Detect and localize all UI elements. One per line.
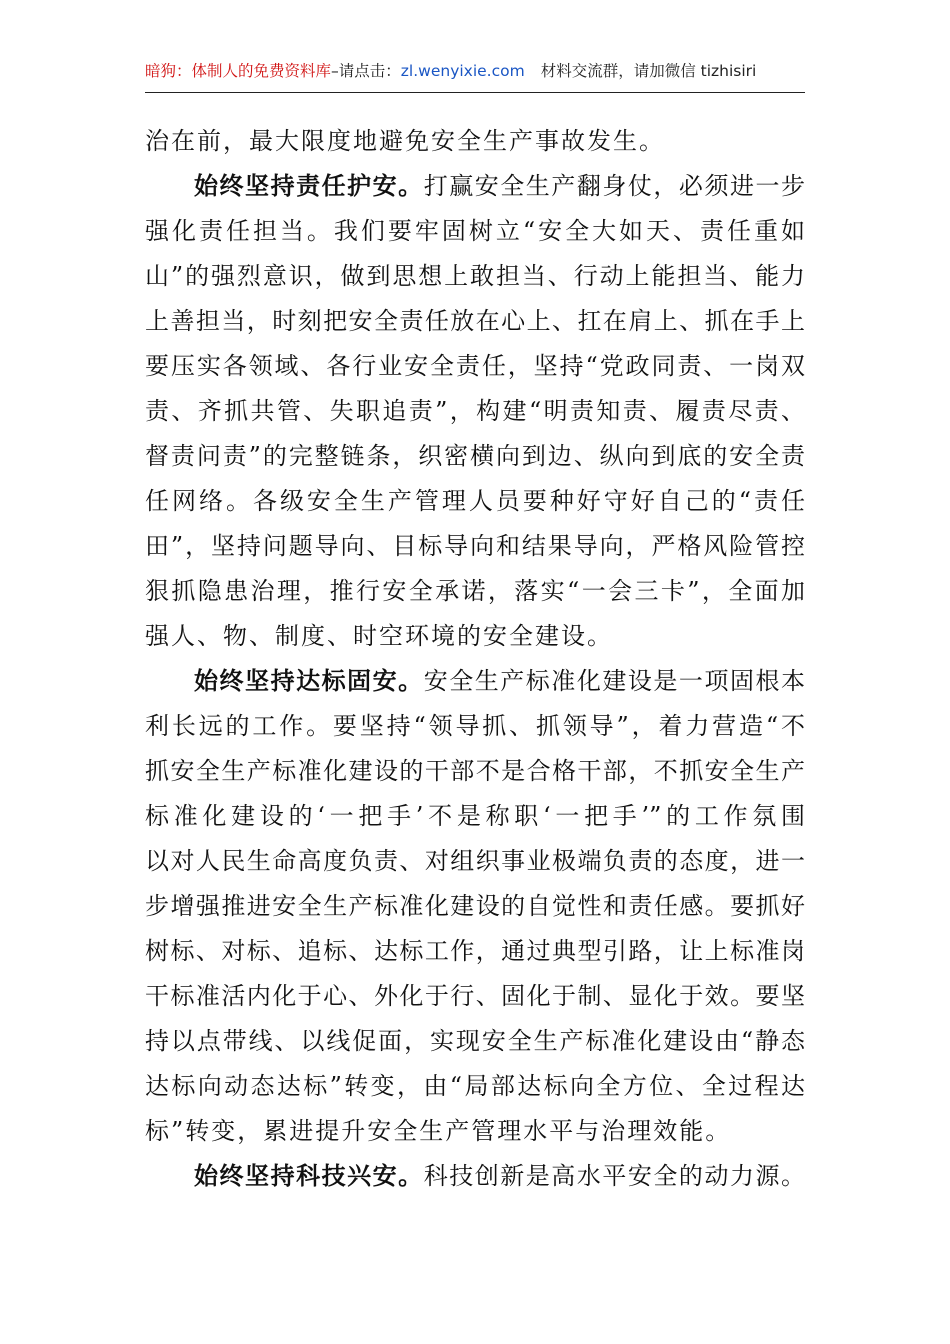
text-line: 步增强推进安全生产标准化建设的自觉性和责任感。要抓好	[145, 892, 805, 920]
text-line-rest: 安全生产标准化建设是一项固根本	[423, 667, 806, 695]
text-line	[145, 164, 805, 209]
text-line: 强人、物、制度、时空环境的安全建设。	[145, 622, 613, 650]
text-line: 治在前，最大限度地避免安全生产事故发生。	[145, 127, 665, 155]
text-line: 标准化建设的‘一把手’不是称职‘一把手’”的工作氛围	[145, 802, 805, 830]
text-line-rest: 科技创新是高水平安全的动力源。	[423, 1162, 806, 1190]
text-line	[145, 659, 805, 704]
text-line: 利长远的工作。要坚持“领导抓、抓领导”，着力营造“不	[145, 712, 805, 740]
text-line: 标”转变，累进提升安全生产管理水平与治理效能。	[145, 1117, 732, 1145]
text-line: 抓安全生产标准化建设的干部不是合格干部，不抓安全生产	[145, 757, 805, 785]
text-line: 强化责任担当。我们要牢固树立“安全大如天、责任重如	[145, 217, 805, 245]
text-line: 任网络。各级安全生产管理人员要种好守好自己的“责任	[145, 487, 805, 515]
paragraph-heading: 始终坚持达标固安。	[194, 667, 424, 695]
text-line: 达标向动态达标”转变，由“局部达标向全方位、全过程达	[145, 1072, 805, 1100]
text-line: 以对人民生命高度负责、对组织事业极端负责的态度，进一	[145, 847, 805, 875]
text-line: 持以点带线、以线促面，实现安全生产标准化建设由“静态	[145, 1027, 805, 1055]
header-link[interactable]: zl.wenyixie.com	[400, 62, 525, 80]
text-line: 山”的强烈意识，做到思想上敢担当、行动上能担当、能力	[145, 262, 805, 290]
header-prompt: –请点击：	[331, 62, 401, 80]
paragraph-heading: 始终坚持科技兴安。	[194, 1162, 424, 1190]
paragraph-heading: 始终坚持责任护安。	[194, 172, 424, 200]
text-line: 田”，坚持问题导向、目标导向和结果导向，严格风险管控	[145, 532, 805, 560]
text-line: 树标、对标、追标、达标工作，通过典型引路，让上标准岗	[145, 937, 805, 965]
header-contact: 材料交流群，请加微信 tizhisiri	[540, 62, 757, 80]
text-line: 责、齐抓共管、失职追责”，构建“明责知责、履责尽责、	[145, 397, 805, 425]
text-line-rest: 打赢安全生产翻身仗，必须进一步	[423, 172, 806, 200]
text-line: 干标准活内化于心、外化于行、固化于制、显化于效。要坚	[145, 982, 805, 1010]
text-line: 上善担当，时刻把安全责任放在心上、扛在肩上、抓在手上	[145, 307, 805, 335]
page-header	[145, 58, 805, 93]
text-line: 要压实各领域、各行业安全责任，坚持“党政同责、一岗双	[145, 352, 805, 380]
text-line: 狠抓隐患治理，推行安全承诺，落实“一会三卡”，全面加	[145, 577, 805, 605]
text-line	[145, 1154, 805, 1199]
header-brand: 暗狗：体制人的免费资料库	[145, 62, 332, 80]
document-body	[145, 119, 805, 1199]
text-line: 督责问责”的完整链条，织密横向到边、纵向到底的安全责	[145, 442, 805, 470]
